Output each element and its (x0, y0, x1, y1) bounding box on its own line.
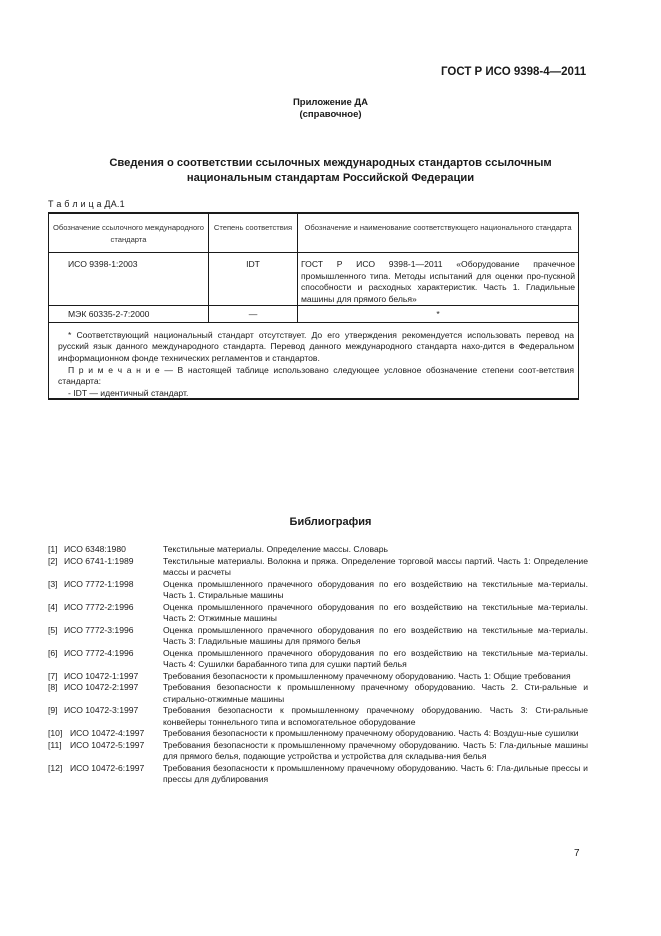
bibliography-item (48, 602, 588, 625)
bib-item-text: Требования безопасности к промышленному прачечному оборудованию. Часть 6: Гла-дильные прессы и прессы для дублирования (163, 762, 588, 784)
table-col-divider-1 (208, 212, 209, 322)
table-cell-national: ГОСТ Р ИСО 9398-1—2011 «Оборудование прачечное промышленного типа. Методы испытаний для оценки про-пускной способности и расходных характеристик. Часть 1. Гладильные машины для прямого белья» (301, 259, 575, 304)
bib-item-number: [8] (48, 682, 58, 692)
standard-code-header: ГОСТ Р ИСО 9398-4—2011 (441, 66, 587, 78)
bib-item-number: [3] (48, 578, 58, 589)
table-cell-degree: IDT (246, 259, 260, 269)
bib-item-code: ИСО 6741-1:1989 (64, 555, 134, 566)
bibliography-item (48, 740, 588, 763)
bib-item-text: Требования безопасности к промышленному прачечному оборудованию. Часть 1: Общие требования (163, 670, 571, 681)
bib-item-code: ИСО 10472-2:1997 (64, 682, 139, 692)
bib-item-number: [2] (48, 555, 58, 566)
table-header-degree: Степень соответствия (213, 223, 293, 232)
table-cell-national: * (436, 309, 440, 319)
table-cell-degree: — (248, 309, 258, 319)
table-note: П р и м е ч а н и е — В настоящей таблице использовано следующее условное обозначение степени соот-ветствия стандарта: (58, 365, 574, 387)
bibliography-item (48, 544, 588, 556)
table-note-item: - IDT — идентичный стандарт. (68, 388, 189, 398)
correspondence-table (48, 212, 579, 399)
bib-item-number: [9] (48, 705, 58, 715)
bib-item-code: ИСО 10472-6:1997 (70, 762, 145, 773)
bib-item-code: ИСО 10472-5:1997 (70, 739, 145, 750)
bibliography-item (48, 648, 588, 671)
table-col-divider-2 (297, 212, 298, 322)
bib-item-number: [1] (48, 544, 58, 554)
bib-item-code: ИСО 6348:1980 (64, 544, 126, 554)
table-border-top (48, 212, 579, 214)
annex-title: Приложение ДА (292, 97, 369, 108)
annex-subtitle: (справочное) (299, 109, 362, 120)
bib-item-number: [5] (48, 624, 58, 635)
table-header-national: Обозначение и наименование соответствующего национального стандарта (304, 223, 572, 232)
table-footnote: * Соответствующий национальный стандарт отсутствует. До его утверждения рекомендуется использовать перевод на русский язык данного международного стандарта. Перевод данного международного стандарта нахо-дится в Федеральном информационном фонде технических регламентов и стандартов. (58, 330, 574, 363)
bib-item-code: ИСО 7772-3:1996 (64, 624, 134, 635)
bib-item-code: ИСО 7772-2:1996 (64, 601, 134, 612)
bibliography-title: Библиография (289, 516, 372, 528)
bibliography-item (48, 763, 588, 786)
bibliography-item (48, 625, 588, 648)
bib-item-text: Требования безопасности к промышленному прачечному оборудованию. Часть 3: Сти-ральные конвейеры тоннельного типа и вспомогательное оборудование (163, 705, 588, 727)
bibliography-item (48, 728, 588, 740)
section-title-line-2: национальным стандартам Российской Федерации (186, 172, 475, 184)
section-title-line-1: Сведения о соответствии ссылочных международных стандартов ссылочным (109, 157, 552, 169)
bib-item-code: ИСО 7772-1:1998 (64, 578, 134, 589)
bibliography-item (48, 705, 588, 728)
bib-item-text: Оценка промышленного прачечного оборудования по его воздействию на текстильные ма-териалы. Часть 4: Сушилки барабанного типа для сушки партий белья (163, 647, 588, 669)
bibliography-item (48, 579, 588, 602)
bib-item-text: Требования безопасности к промышленному прачечному оборудованию. Часть 2. Сти-ральные и стирально-отжимные машины (163, 682, 588, 704)
bib-item-number: [10] (48, 728, 63, 738)
bib-item-text: Требования безопасности к промышленному прачечному оборудованию. Часть 4: Воздуш-ные сушилки (163, 728, 579, 738)
table-cell-ref: ИСО 9398-1:2003 (68, 259, 138, 269)
bib-item-number: [11] (48, 739, 62, 750)
table-caption: Т а б л и ц а ДА.1 (48, 199, 125, 209)
bibliography-item (48, 556, 588, 579)
bib-item-text: Оценка промышленного прачечного оборудования по его воздействию на текстильные ма-териалы. Часть 2: Отжимные машины (163, 601, 588, 623)
bib-item-text: Оценка промышленного прачечного оборудования по его воздействию на текстильные ма-териалы. Часть 1. Стиральные машины (163, 578, 588, 600)
bib-item-number: [7] (48, 670, 58, 681)
bib-item-number: [12] (48, 762, 63, 773)
bib-item-code: ИСО 10472-4:1997 (70, 728, 145, 738)
bib-item-number: [4] (48, 601, 58, 612)
bib-item-code: ИСО 10472-1:1997 (64, 670, 139, 681)
bib-item-text: Текстильные материалы. Определение массы. Словарь (163, 544, 389, 554)
bibliography-list (48, 544, 588, 786)
bib-item-code: ИСО 10472-3:1997 (64, 705, 139, 715)
bibliography-item (48, 682, 588, 705)
table-header-ref: Обозначение ссылочного международного стандарта (52, 223, 205, 244)
bib-item-text: Требования безопасности к промышленному прачечному оборудованию. Часть 5: Гла-дильные машины для прямого белья, подающие устройства и устройства для складыва-ния белья (163, 739, 588, 761)
bibliography-item (48, 671, 588, 683)
table-footnote-divider (48, 322, 579, 323)
bib-item-number: [6] (48, 647, 58, 658)
table-header-divider (48, 252, 579, 253)
page-number: 7 (574, 848, 580, 859)
bib-item-code: ИСО 7772-4:1996 (64, 647, 134, 658)
table-cell-ref: МЭК 60335-2-7:2000 (68, 309, 150, 319)
bib-item-text: Оценка промышленного прачечного оборудования по его воздействию на текстильные ма-териалы. Часть 3: Гладильные машины для прямого белья (163, 624, 588, 646)
table-row-divider (48, 305, 579, 306)
bib-item-text: Текстильные материалы. Волокна и пряжа. Определение торговой массы партий. Часть 1: Определение массы и расчеты (163, 555, 588, 577)
section-title (60, 156, 601, 186)
